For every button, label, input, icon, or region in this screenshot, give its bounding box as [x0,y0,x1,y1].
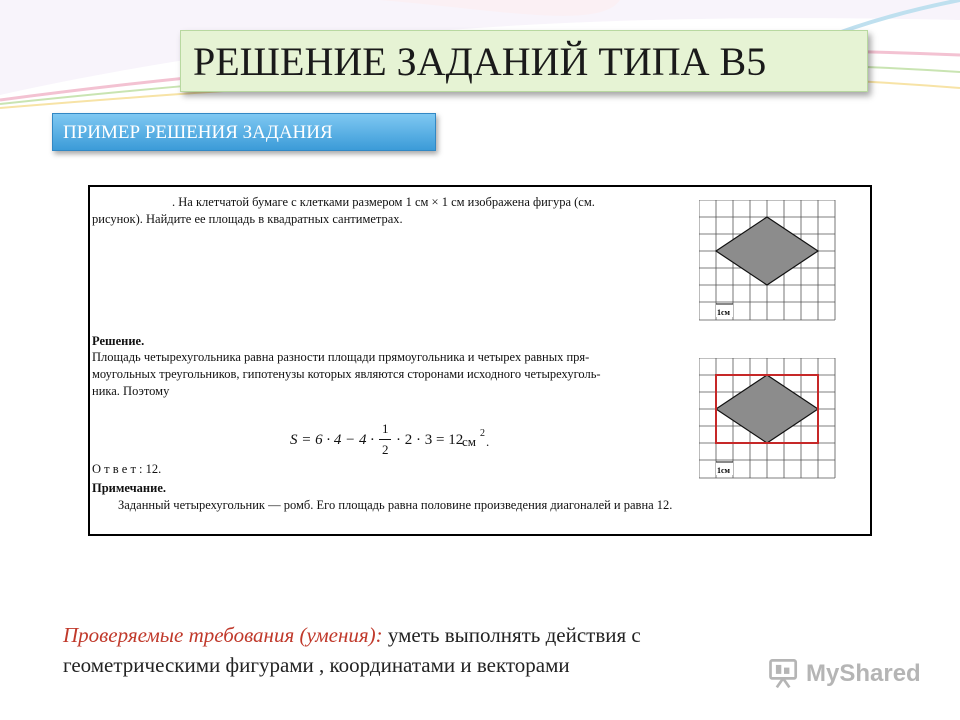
solution-heading: Решение. [92,334,145,348]
formula-numerator: 1 [382,421,389,436]
formula-exponent: 2 [480,428,485,439]
answer-line: О т в е т : 12. [92,462,162,476]
task-text-line-2: рисунок). Найдите ее площадь в квадратных сантиметрах. [92,212,403,226]
task-text-line-1: . На клетчатой бумаге с клетками размером 1 см × 1 см изображена фигура (см. [172,195,595,209]
solution-line-2: моугольных треугольников, гипотенузы которых являются сторонами исходного четырехуголь- [92,367,601,381]
slide-title: РЕШЕНИЕ ЗАДАНИЙ ТИПА B5 [180,30,868,92]
note-text: Заданный четырехугольник — ромб. Его площадь равна половине произведения диагоналей и равна 12. [118,498,673,512]
solution-grid-figure [699,358,839,480]
rhombus [716,375,818,443]
formula-right: · 2 · 3 = 12 [396,432,464,448]
area-formula [290,421,510,463]
rhombus [716,217,818,285]
slide-subtitle: ПРИМЕР РЕШЕНИЯ ЗАДАНИЯ [52,113,436,151]
formula-unit: см [462,434,476,449]
slideshow-icon [766,655,802,691]
requirements-line-1: уметь выполнять действия с [382,623,641,647]
requirements-label: Проверяемые требования (умения): [63,623,383,647]
task-panel [88,185,872,536]
formula-denominator: 2 [382,442,389,457]
solution-line-3: ника. Поэтому [92,384,170,398]
grid-scale-label: 1см [717,308,730,317]
formula-left: S = 6 · 4 − 4 · [290,432,374,448]
fraction-bar [379,439,391,440]
note-heading: Примечание. [92,481,167,495]
watermark-text: MyShared [806,660,921,687]
formula-period: . [486,434,490,449]
requirements-line-2: геометрическими фигурами , координатами и векторами [63,653,570,677]
requirements-text [63,620,783,680]
grid-scale-label: 1см [717,466,730,475]
solution-line-1: Площадь четырехугольника равна разности площади прямоугольника и четырех равных пря- [92,350,590,364]
task-grid-figure [699,200,839,322]
